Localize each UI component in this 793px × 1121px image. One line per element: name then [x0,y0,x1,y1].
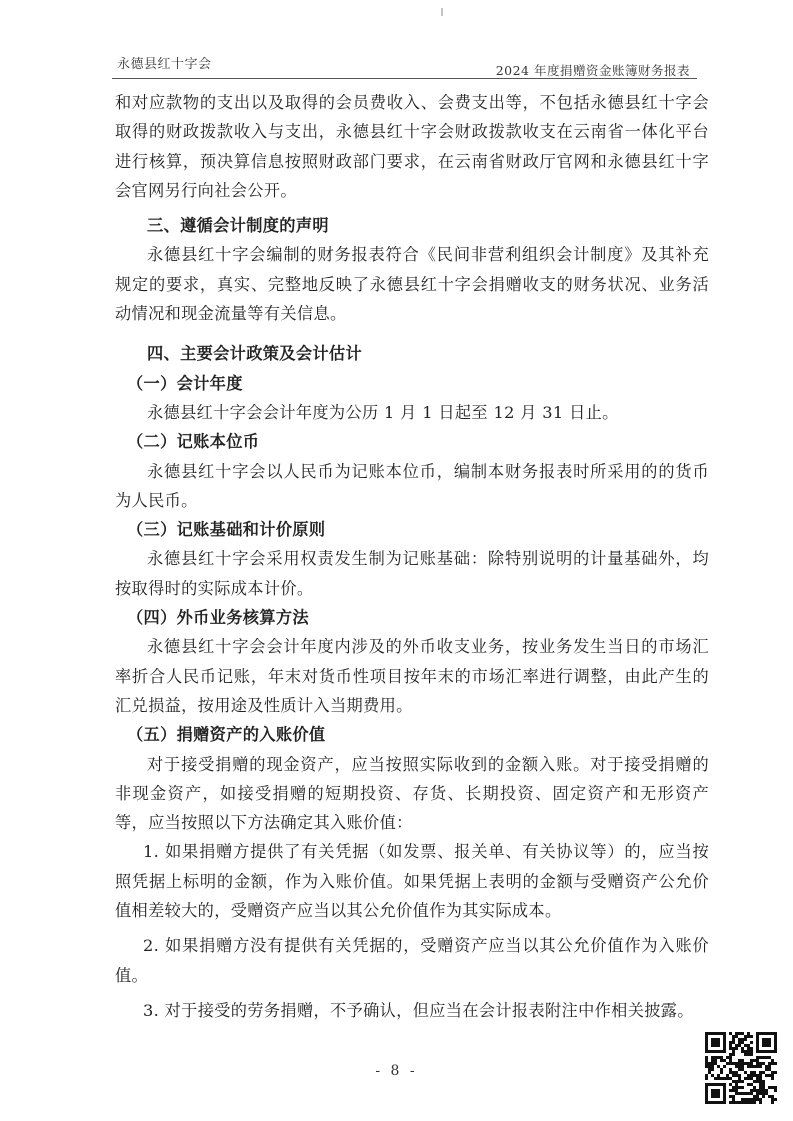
paragraph-foreign-currency: 永德县红十字会会计年度内涉及的外币收支业务，按业务发生当日的市场汇率折合人民币记账，年末对货币性项目按年末的市场汇率进行调整，由此产生的汇兑损益，按用途及性质计入当期费用。 [115,637,709,715]
paragraph-accounting-basis: 永德县红十字会采用权责发生制为记账基础：除特别说明的计量基础外，均按取得时的实际成本计价。 [115,549,709,598]
header-org: 永德县红十字会 [117,57,212,72]
section-heading-4: 四、主要会计政策及会计估计 [147,344,362,364]
paragraph-fiscal-year: 永德县红十字会会计年度为公历 1 月 1 日起至 12 月 31 日止。 [147,402,619,422]
document-body [115,88,709,1025]
list-item-2: 2. 如果捐赠方没有提供有关凭据的，受赠资产应当以其公允价值作为入账价值。 [115,936,709,985]
qr-code-image [705,1028,777,1108]
subheading-fiscal-year: （一）会计年度 [127,373,243,393]
subheading-foreign-currency: （四）外币业务核算方法 [127,608,309,628]
paragraph-donated-assets: 对于接受捐赠的现金资产，应当按照实际收到的金额入账。对于接受捐赠的非现金资产，如接受捐赠的短期投资、存货、长期投资、固定资产和无形资产等，应当按照以下方法确定其入账价值： [115,754,709,833]
list-item-3: 3. 对于接受的劳务捐赠，不予确认，但应当在会计报表附注中作相关披露。 [143,1000,694,1020]
header-report-title: 2024 年度捐赠资金账簿财务报表 [495,63,690,78]
subheading-accounting-basis: （三）记账基础和计价原则 [127,520,326,540]
subheading-currency: （二）记账本位币 [127,432,260,452]
paragraph-compliance: 永德县红十字会编制的财务报表符合《民间非营利组织会计制度》及其补充规定的要求，真实、完整地反映了永德县红十字会捐赠收支的财务状况、业务活动情况和现金流量等有关信息。 [115,245,709,324]
scan-mark [440,8,444,16]
section-heading-3: 三、遵循会计制度的声明 [147,216,329,236]
paragraph-continuation: 和对应款物的支出以及取得的会员费收入、会费支出等，不包括永德县红十字会取得的财政拨款收入与支出，永德县红十字会财政拨款收支在云南省一体化平台进行核算，预决算信息按照财政部门要求，在云南省财政厅官网和永德县红十字会官网另行向社会公开。 [115,93,709,200]
subheading-donated-assets: （五）捐赠资产的入账价值 [127,725,326,745]
page-number: - 8 - [375,1063,418,1079]
paragraph-currency: 永德县红十字会以人民币为记账本位币，编制本财务报表时所采用的的货币为人民币。 [115,461,709,510]
list-item-1: 1. 如果捐赠方提供了有关凭据（如发票、报关单、有关协议等）的，应当按照凭据上标明的金额，作为入账价值。如果凭据上表明的金额与受赠资产公允价值相差较大的，受赠资产应当以其公允价值作为其实际成本。 [115,842,709,921]
header-divider [112,78,697,79]
